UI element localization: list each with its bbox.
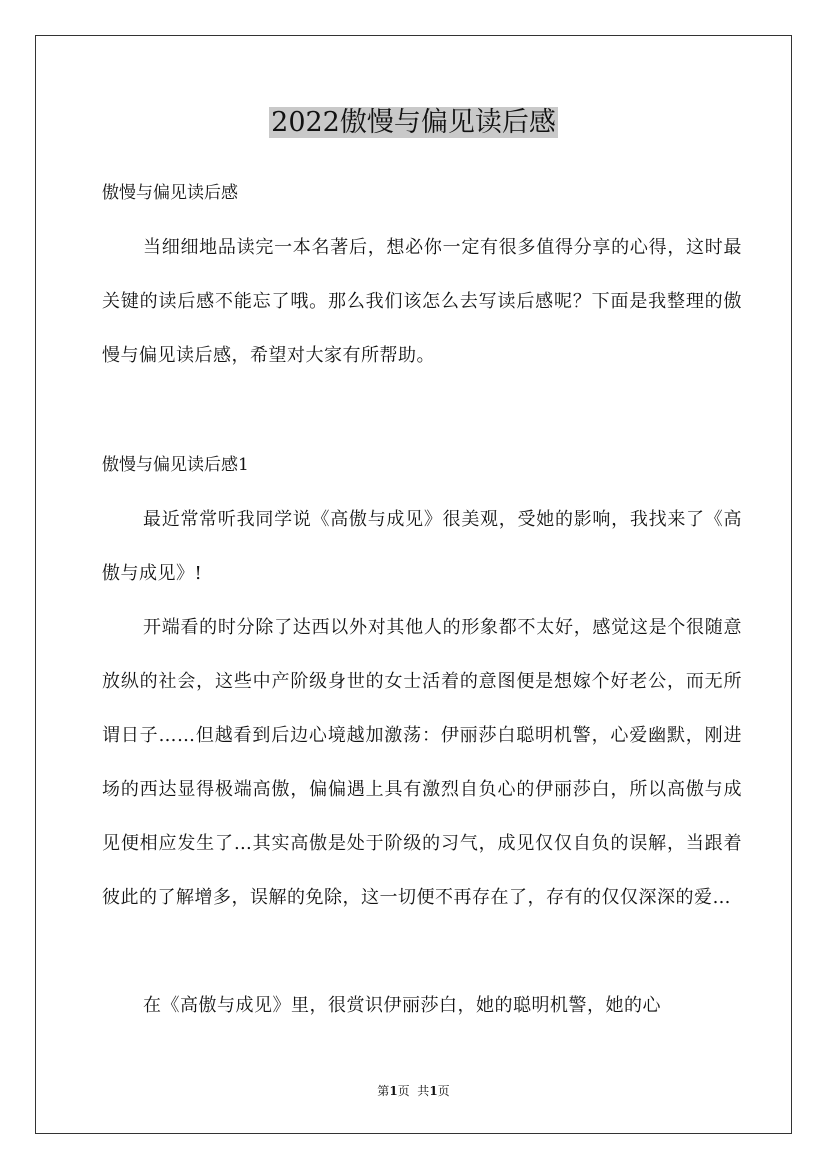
footer-mid: 页 共: [397, 1084, 430, 1098]
footer-page-total: 1: [429, 1084, 438, 1098]
body-paragraph-3: 在《高傲与成见》里，很赏识伊丽莎白，她的聪明机警，她的心: [143, 995, 661, 1016]
title-highlight: 2022傲慢与偏见读后感: [271, 107, 556, 138]
intro-paragraph: 当细细地品读完一本名著后，想必你一定有很多值得分享的心得，这时最关键的读后感不能忘了哦。那么我们该怎么去写读后感呢？下面是我整理的傲慢与偏见读后感，希望对大家有所帮助。: [102, 237, 742, 366]
document-title: [0, 103, 827, 143]
footer-suffix: 页: [437, 1084, 450, 1098]
footer-page-current: 1: [389, 1084, 398, 1098]
document-subtitle: 傲慢与偏见读后感: [102, 183, 238, 203]
page-footer: [0, 1083, 827, 1099]
footer-prefix: 第: [377, 1084, 390, 1098]
body-paragraph-1: 最近常常听我同学说《高傲与成见》很美观，受她的影响，我找来了《高傲与成见》!: [102, 509, 742, 584]
body-paragraph-2: 开端看的时分除了达西以外对其他人的形象都不太好，感觉这是个很随意放纵的社会，这些中产阶级身世的女士活着的意图便是想嫁个好老公，而无所谓日子……但越看到后边心境越加激荡：伊丽莎白聪明机警，心爱幽默，刚进场的西达显得极端高傲，偏偏遇上具有激烈自负心的伊丽莎白，所以高傲与成见便相应发生了…其实高傲是处于阶级的习气，成见仅仅自负的误解，当跟着彼此的了解增多，误解的免除，这一切便不再存在了，存有的仅仅深深的爱…: [102, 617, 742, 908]
section-heading: 傲慢与偏见读后感1: [102, 455, 249, 475]
